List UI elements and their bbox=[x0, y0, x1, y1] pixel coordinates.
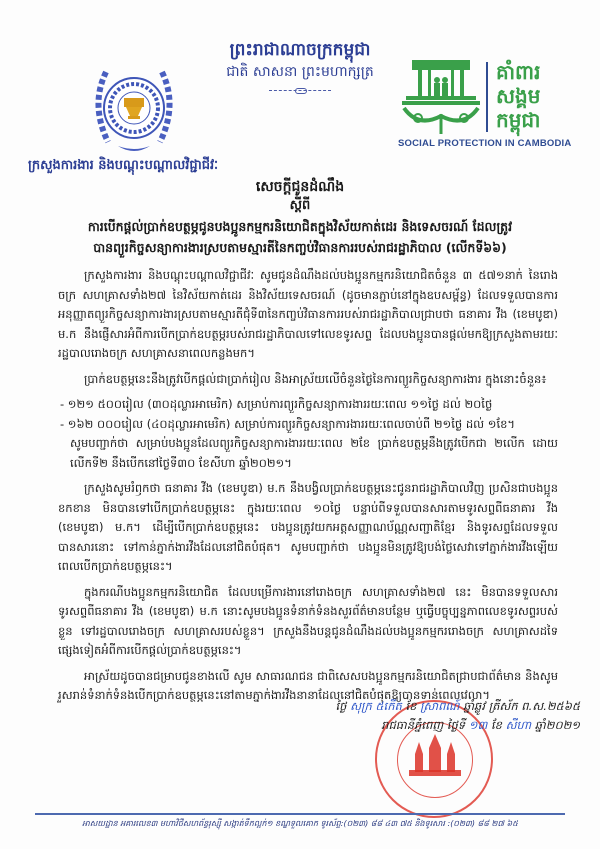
social-protection-khmer: គាំពារ សង្គម កម្ពុជា bbox=[496, 60, 541, 132]
title-notice: សេចក្តីជូនដំណឹង bbox=[255, 179, 345, 195]
title-subject-line-1: ការបើកផ្តល់ប្រាក់ឧបត្ថម្ភជូនបងប្អូនកម្មករនិយោជិតក្នុងវិស័យកាត់ដេរ និងទេសចរណ៍ ដែលត្រូវ bbox=[87, 219, 513, 234]
document-title bbox=[40, 177, 560, 257]
paragraph-4: ក្នុងករណីបងប្អូនកម្មករនិយោជិត ដែលបម្រើការងារនៅរោងចក្រ សហគ្រាសទាំង២៧ នេះ មិនបានទទួលសារទូរសព្ទពីធនាគារ វីង (ខេមបូឌា) ម.ក នោះសូមបងប្អូនទំនាក់ទំនងសួរព័ត៌មានបន្ថែម ឬធ្វើបច្ចុប្បន្នភាពលេខទូរសព្ទរបស់ខ្លួន ទៅរដ្ឋបាលរោងចក្រ សហគ្រាសរបស់ខ្លួន។ ក្រសួងនឹងបន្តជូនដំណឹងដល់បងប្អូនកម្មកររោងចក្រ សហគ្រាសដទៃផ្សេងទៀតអំពីការបើកផ្តល់ប្រាក់ឧបត្ថម្ភនេះ។ bbox=[58, 584, 558, 657]
handwritten-day: ១៣ bbox=[468, 718, 488, 732]
ministry-name: ក្រសួងការងារ និងបណ្តុះបណ្តាលវិជ្ជាជីវៈ bbox=[28, 158, 219, 173]
title-regarding: ស្តីពី bbox=[289, 198, 311, 213]
solar-date: រាជធានីភ្នំពេញ ថ្ងៃទី ១៣ ខែ សីហា ឆ្នាំ២០២១ bbox=[381, 718, 580, 732]
social-protection-logo bbox=[398, 58, 578, 158]
title-subject-line-2: បានព្យួរកិច្ចសន្យាការងារស្របតាមស្មារតីនៃកញ្ចប់វិធានការរបស់រាជរដ្ឋាភិបាល (លើកទី៦៦) bbox=[93, 240, 507, 255]
handwritten-lunar-month: ស្រាពណ៍ bbox=[420, 699, 460, 713]
lunar-date: ថ្ងៃ សុក្រ ៥កើត ខែ ស្រាពណ៍ ឆ្នាំឆ្លូវ ត្រីស័ក ព.ស.២៥៦៥ bbox=[335, 699, 580, 713]
bullet-item: - ១៦២ ០០០រៀល (៤០ដុល្លារអាមេរិក) សម្រាប់ការព្យួរកិច្ចសន្យាការងាររយៈពេលចាប់ពី ២១ថ្ងៃ ដល់ ១ខែ។ bbox=[60, 416, 515, 431]
handwritten-lunar-day: សុក្រ ៥កើត bbox=[350, 699, 402, 713]
paragraph-2-intro: ប្រាក់ឧបត្ថម្ភនេះនឹងត្រូវបើកផ្តល់ជាប្រាក់រៀល និងអាស្រ័យលើចំនួនថ្ងៃនៃការព្យួរកិច្ចសន្យាការងារ ក្នុងនោះចំនួន៖ bbox=[84, 371, 547, 386]
paragraph-5: អាស្រ័យដូចបានជម្រាបជូនខាងលើ សូម សាធារណជន ជាពិសេសបងប្អូនកម្មករនិយោជិតជ្រាបជាព័ត៌មាន និងសូមរួសរាន់ទំនាក់ទំនងបើកប្រាក់ឧបត្ថម្ភនេះនៅតាមភ្នាក់ងារវីងនានាដែលនៅជិតបំផុតឱ្យបានទាន់ពេលវេលា។ bbox=[58, 668, 558, 702]
footer-address: អាសយដ្ឋាន អគារលេខ៣ មហាវិថីសហព័ន្ធរុស្ស៊ី សង្កាត់ទឹកល្អក់១ ខណ្ឌទួលគោក ទូរស័ព្ទ:(០២៣) ៨៨ ៤៣ ៧៥ និងទូរសារ :(០២៣) ៨៨ ២៧ ៦៥ bbox=[82, 819, 518, 828]
national-motto: ជាតិ សាសនា ព្រះមហាក្សត្រ bbox=[226, 64, 374, 80]
ornament-divider bbox=[269, 90, 331, 93]
laurel-emblem-icon bbox=[88, 60, 180, 160]
bullet-item: - ១២១ ៥០០រៀល (៣០ដុល្លារអាមេរិក) សម្រាប់ការព្យួរកិច្ចសន្យាការងាររយៈពេល ១១ថ្ងៃ ដល់ ២០ថ្ងៃ bbox=[60, 397, 493, 411]
paragraph-2-note: សូមបញ្ជាក់ថា សម្រាប់បងប្អូនដែលព្យួរកិច្ចសន្យាការងាររយៈពេល ២ខែ ប្រាក់ឧបត្ថម្ភនឹងត្រូវបើកជា ២លើក ដោយលើកទី២ នឹងបើកនៅថ្ងៃទី៣០ ខែសីហា ឆ្នាំ២០២១។ bbox=[70, 436, 558, 470]
pavilion-icon bbox=[398, 58, 484, 134]
ministry-emblem bbox=[88, 60, 180, 160]
angkor-temple-icon bbox=[405, 732, 465, 778]
dateline bbox=[320, 697, 580, 735]
kingdom-title: ព្រះរាជាណាចក្រកម្ពុជា bbox=[229, 40, 371, 60]
kingdom-header bbox=[200, 38, 400, 93]
paragraph-3: ក្រសួងសូមរំឭកថា ធនាគារ វីង (ខេមបូឌា) ម.ក នឹងបង្វិលប្រាក់ឧបត្ថម្ភនេះជូនរាជរដ្ឋាភិបាលវិញ ប្រសិនជាបងប្អូនខកខាន មិនបានទៅបើកប្រាក់ឧបត្ថម្ភនេះ ក្នុងរយៈពេល ១០ថ្ងៃ បន្ទាប់ពីទទួលបានសារតាមទូរសព្ទពីធនាគារ វីង (ខេមបូឌា) ម.ក។ ដើម្បីបើកប្រាក់ឧបត្ថម្ភនេះ បងប្អូនត្រូវយកអត្តសញ្ញាណប័ណ្ណសញ្ជាតិខ្មែរ និងទូរសព្ទដែលទទួលបានសារនោះ ទៅកាន់ភ្នាក់ងារវីងដែលនៅជិតបំផុត។ សូមបញ្ជាក់ថា បងប្អូនមិនត្រូវឱ្យបង់ថ្លៃសេវាទៅភ្នាក់ងារវីងឡើយពេលបើកប្រាក់ឧបត្ថម្ភនេះ។ bbox=[58, 481, 558, 573]
social-protection-caption: SOCIAL PROTECTION IN CAMBODIA bbox=[398, 138, 572, 149]
handwritten-month: សីហា bbox=[505, 718, 532, 732]
document-body bbox=[58, 266, 558, 712]
paragraph-1: ក្រសួងការងារ និងបណ្តុះបណ្តាលវិជ្ជាជីវៈ សូមជូនដំណឹងដល់បងប្អូនកម្មករនិយោជិតចំនួន ៣ ៥៧១នាក់ នៃរោងចក្រ សហគ្រាសទាំង២៧ នៃវិស័យកាត់ដេរ និងវិស័យទេសចរណ៍ (ដូចមានភ្ជាប់នៅក្នុងឧបសម្ព័ន្ធ) ដែលទទួលបានការអនុញ្ញាតព្យួរកិច្ចសន្យាការងារស្របតាមស្មារតីជុំទី៣នៃកញ្ចប់វិធានការរបស់រាជរដ្ឋាភិបាលជ្រាបថា ធនាគារ វីង (ខេមបូឌា) ម.ក នឹងផ្ញើសារអំពីការបើកប្រាក់ឧបត្ថម្ភរបស់រាជរដ្ឋាភិបាលទៅលេខទូរសព្ទ ដែលបងប្អូនបានផ្តល់មកឱ្យក្រសួងតាមរយៈរដ្ឋបាលរោងចក្រ សហគ្រាសនាពេលកន្លងមក។ bbox=[58, 268, 558, 360]
logo-divider bbox=[486, 62, 488, 132]
footer-rule bbox=[35, 813, 565, 815]
